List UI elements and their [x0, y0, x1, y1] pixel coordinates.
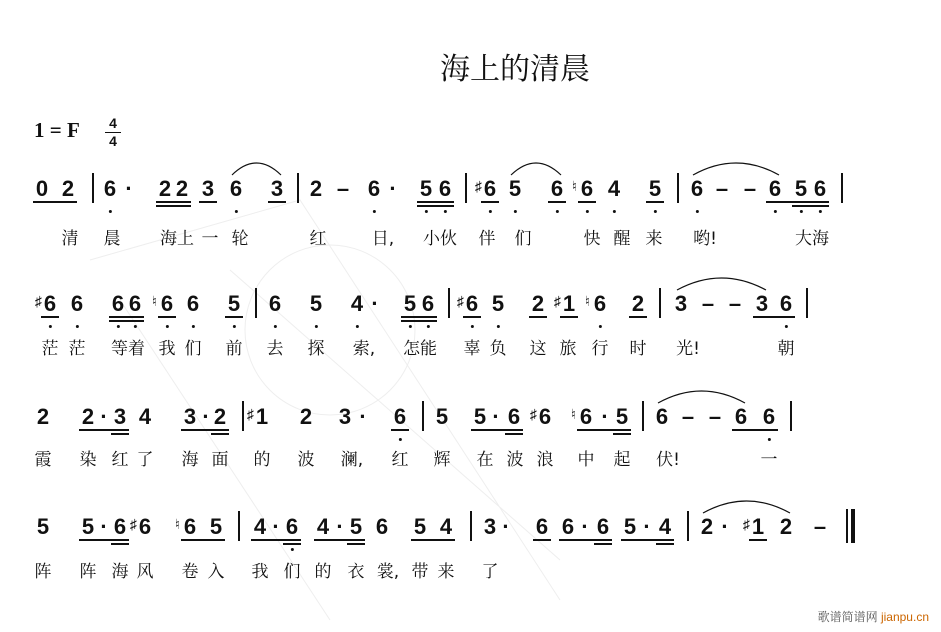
beam-underline [529, 316, 547, 318]
low-octave-dot [800, 210, 803, 213]
sharp-icon: ♯ [129, 516, 137, 532]
note-digit: 5 [413, 514, 427, 539]
lyric: 中 [577, 450, 595, 470]
beam-underline [560, 316, 578, 318]
note-digit: · [125, 176, 133, 201]
beam-underline [760, 429, 778, 431]
natural-icon: ♮ [584, 293, 590, 309]
low-octave-dot [489, 210, 492, 213]
lyric: 伴 [478, 229, 496, 249]
lyric: 醒 [613, 229, 631, 249]
note-digit: 6 [367, 176, 381, 201]
note-digit: · [371, 291, 379, 316]
low-octave-dot [291, 548, 294, 551]
lyric: 浪 [536, 450, 554, 470]
low-octave-dot [768, 438, 771, 441]
beam-underline [436, 201, 454, 203]
note-digit: 5 [508, 176, 522, 201]
beam-underline [463, 316, 481, 318]
note-digit: 5 [623, 514, 637, 539]
beam-underline [41, 316, 59, 318]
score-row [0, 292, 941, 332]
lyric: 日, [371, 229, 395, 249]
note-digit: 1 [255, 404, 269, 429]
beam-underline [111, 429, 129, 431]
beam-underline [391, 429, 409, 431]
sharp-icon: ♯ [34, 293, 42, 309]
score-row [0, 177, 941, 217]
note-digit: · [581, 514, 589, 539]
low-octave-dot [425, 210, 428, 213]
lyric: 茫 [41, 339, 59, 359]
lyric: 红 [111, 450, 129, 470]
note-digit: 4 [253, 514, 267, 539]
beam-underline [225, 316, 243, 318]
lyric: 晨 [103, 229, 121, 249]
lyric: 一 [201, 229, 219, 249]
sharp-icon: ♯ [246, 406, 254, 422]
lyric: 衣 [347, 562, 365, 582]
lyric: 索, [352, 339, 376, 359]
note-digit: 6 [375, 514, 389, 539]
note-digit: · [359, 404, 367, 429]
note-digit: 2 [631, 291, 645, 316]
low-octave-dot [785, 325, 788, 328]
note-digit: 6 [111, 291, 125, 316]
lyric: 前 [225, 339, 243, 359]
low-octave-dot [356, 325, 359, 328]
lyric: 红 [391, 450, 409, 470]
note-digit: 4 [316, 514, 330, 539]
note-digit: 5 [403, 291, 417, 316]
note-digit: 2 [175, 176, 189, 201]
beam-underline [656, 539, 674, 541]
beam-underline [749, 539, 767, 541]
low-octave-dot [774, 210, 777, 213]
lyric: 去 [266, 339, 284, 359]
natural-icon: ♮ [174, 516, 180, 532]
note-digit: 2 [61, 176, 75, 201]
note-digit: · [502, 514, 510, 539]
note-digit: 4 [607, 176, 621, 201]
key-signature: 1 = F [34, 118, 80, 142]
lyric: 行 [591, 339, 609, 359]
note-digit: 6 [535, 514, 549, 539]
watermark [818, 608, 929, 625]
lyric: 大海 [795, 229, 829, 249]
beam-underline [211, 433, 229, 435]
beam-underline [811, 205, 829, 207]
low-octave-dot [409, 325, 412, 328]
note-digit: 6 [579, 404, 593, 429]
beam-underline [111, 433, 129, 435]
lyric: 怎能 [403, 339, 437, 359]
note-digit: 4 [350, 291, 364, 316]
note-digit: · [336, 514, 344, 539]
lyric: 海上 [160, 229, 194, 249]
lyric: 面 [211, 450, 229, 470]
note-digit: 6 [507, 404, 521, 429]
note-digit: 1 [751, 514, 765, 539]
lyric: 清 [61, 229, 79, 249]
note-digit: 2 [36, 404, 50, 429]
note-digit: 5 [491, 291, 505, 316]
note-digit: 6 [690, 176, 704, 201]
note-digit: 5 [36, 514, 50, 539]
note-digit: – [715, 176, 729, 201]
note-digit: 6 [768, 176, 782, 201]
low-octave-dot [109, 210, 112, 213]
slur-tie [0, 153, 941, 193]
note-digit: 6 [538, 404, 552, 429]
time-signature-bottom: 4 [109, 133, 117, 149]
score-row [0, 515, 941, 555]
low-octave-dot [599, 325, 602, 328]
note-digit: 3 [338, 404, 352, 429]
lyric: 哟! [693, 229, 717, 249]
lyric: 来 [437, 562, 455, 582]
note-digit: 1 [562, 291, 576, 316]
note-digit: 3 [201, 176, 215, 201]
lyric: 朝 [777, 339, 795, 359]
lyric: 的 [314, 562, 332, 582]
lyric: 探 [307, 339, 325, 359]
beam-underline [594, 539, 612, 541]
lyric: 们 [283, 562, 301, 582]
low-octave-dot [315, 325, 318, 328]
low-octave-dot [134, 325, 137, 328]
beam-underline [548, 201, 566, 203]
low-octave-dot [192, 325, 195, 328]
beam-underline [283, 543, 301, 545]
lyric: 染 [79, 450, 97, 470]
beam-underline [126, 320, 144, 322]
beam-underline [268, 201, 286, 203]
note-digit: 2 [779, 514, 793, 539]
note-digit: 6 [580, 176, 594, 201]
beam-underline [505, 429, 523, 431]
lyric: 阵 [34, 562, 52, 582]
note-digit: · [643, 514, 651, 539]
beam-underline [646, 201, 664, 203]
note-digit: 6 [285, 514, 299, 539]
lyric: 我 [251, 562, 269, 582]
low-octave-dot [399, 438, 402, 441]
note-digit: 2 [700, 514, 714, 539]
note-digit: 6 [138, 514, 152, 539]
note-digit: · [721, 514, 729, 539]
note-digit: 6 [393, 404, 407, 429]
note-digit: 6 [813, 176, 827, 201]
watermark-domain: jianpu.cn [880, 610, 929, 624]
note-digit: 6 [465, 291, 479, 316]
beam-underline [111, 539, 129, 541]
note-digit: 6 [103, 176, 117, 201]
note-digit: 5 [473, 404, 487, 429]
low-octave-dot [235, 210, 238, 213]
sharp-icon: ♯ [553, 293, 561, 309]
watermark-site: 歌谱简谱网 [817, 610, 878, 624]
note-digit: 6 [438, 176, 452, 201]
beam-underline [777, 316, 795, 318]
lyric: 在 [476, 450, 494, 470]
lyric: 带 [411, 562, 429, 582]
low-octave-dot [613, 210, 616, 213]
lyric: 了 [136, 450, 154, 470]
beam-underline [59, 201, 77, 203]
note-digit: – [728, 291, 742, 316]
slur-tie [0, 381, 941, 421]
lyric: 阵 [79, 562, 97, 582]
low-octave-dot [373, 210, 376, 213]
lyric: 霞 [34, 450, 52, 470]
lyric: 这 [529, 339, 547, 359]
low-octave-dot [654, 210, 657, 213]
beam-underline [437, 539, 455, 541]
lyric: 快 [583, 229, 601, 249]
note-digit: 5 [349, 514, 363, 539]
low-octave-dot [556, 210, 559, 213]
note-digit: 5 [648, 176, 662, 201]
note-digit: · [272, 514, 280, 539]
lyric: 辜 [463, 339, 481, 359]
note-digit: 5 [615, 404, 629, 429]
beam-underline [126, 316, 144, 318]
note-digit: 5 [419, 176, 433, 201]
note-digit: · [100, 404, 108, 429]
beam-underline [419, 316, 437, 318]
note-digit: 6 [229, 176, 243, 201]
time-signature-top: 4 [109, 115, 117, 131]
low-octave-dot [49, 325, 52, 328]
natural-icon: ♮ [151, 293, 157, 309]
note-digit: 6 [268, 291, 282, 316]
lyric: 们 [514, 229, 532, 249]
note-digit: 3 [483, 514, 497, 539]
lyric: 伏! [656, 450, 680, 470]
low-octave-dot [76, 325, 79, 328]
low-octave-dot [427, 325, 430, 328]
low-octave-dot [696, 210, 699, 213]
note-digit: 5 [435, 404, 449, 429]
low-octave-dot [117, 325, 120, 328]
lyric: 入 [207, 562, 225, 582]
lyric: 一 [760, 450, 778, 470]
beam-underline [656, 543, 674, 545]
note-digit: 3 [674, 291, 688, 316]
note-digit: · [601, 404, 609, 429]
note-digit: 5 [794, 176, 808, 201]
lyric: 了 [481, 562, 499, 582]
beam-underline [283, 539, 301, 541]
beam-underline [211, 429, 229, 431]
lyric: 旅 [559, 339, 577, 359]
low-octave-dot [444, 210, 447, 213]
lyric: 澜, [340, 450, 364, 470]
lyric: 海 [111, 562, 129, 582]
lyric: 茫 [68, 339, 86, 359]
beam-underline [481, 201, 499, 203]
lyric: 辉 [433, 450, 451, 470]
note-digit: 6 [596, 514, 610, 539]
lyric: 的 [253, 450, 271, 470]
low-octave-dot [274, 325, 277, 328]
note-digit: 6 [113, 514, 127, 539]
note-digit: 6 [483, 176, 497, 201]
note-digit: 2 [213, 404, 227, 429]
low-octave-dot [497, 325, 500, 328]
note-digit: 6 [128, 291, 142, 316]
time-signature [105, 116, 121, 149]
note-digit: – [701, 291, 715, 316]
note-digit: · [100, 514, 108, 539]
beam-underline [158, 316, 176, 318]
lyric: 红 [309, 229, 327, 249]
note-digit: – [743, 176, 757, 201]
lyric: 风 [136, 562, 154, 582]
note-digit: 2 [309, 176, 323, 201]
note-digit: 3 [270, 176, 284, 201]
lyric: 等着 [111, 339, 145, 359]
low-octave-dot [586, 210, 589, 213]
low-octave-dot [514, 210, 517, 213]
sharp-icon: ♯ [474, 178, 482, 194]
lyric: 来 [645, 229, 663, 249]
note-digit: 6 [186, 291, 200, 316]
lyric: 负 [489, 339, 507, 359]
slur-tie [0, 491, 941, 531]
low-octave-dot [233, 325, 236, 328]
sharp-icon: ♯ [529, 406, 537, 422]
note-digit: 6 [655, 404, 669, 429]
note-digit: 6 [561, 514, 575, 539]
beam-underline [613, 433, 631, 435]
low-octave-dot [471, 325, 474, 328]
low-octave-dot [166, 325, 169, 328]
sharp-icon: ♯ [456, 293, 464, 309]
note-digit: 6 [183, 514, 197, 539]
beam-underline [533, 539, 551, 541]
note-digit: 5 [81, 514, 95, 539]
note-digit: 6 [779, 291, 793, 316]
natural-icon: ♮ [571, 178, 577, 194]
note-digit: 2 [158, 176, 172, 201]
note-digit: 6 [734, 404, 748, 429]
note-digit: 6 [70, 291, 84, 316]
note-digit: 6 [43, 291, 57, 316]
note-digit: · [492, 404, 500, 429]
sharp-icon: ♯ [742, 516, 750, 532]
beam-underline [199, 201, 217, 203]
lyric: 我 [158, 339, 176, 359]
beam-underline [629, 316, 647, 318]
beam-underline [578, 201, 596, 203]
lyric: 裳, [376, 562, 400, 582]
lyric: 们 [184, 339, 202, 359]
score-row [0, 405, 941, 445]
beam-underline [613, 429, 631, 431]
note-digit: – [813, 514, 827, 539]
note-digit: 6 [160, 291, 174, 316]
note-digit: 2 [81, 404, 95, 429]
beam-underline [173, 201, 191, 203]
note-digit: 3 [755, 291, 769, 316]
lyric: 小伙 [423, 229, 457, 249]
lyric: 卷 [181, 562, 199, 582]
low-octave-dot [819, 210, 822, 213]
beam-underline [594, 543, 612, 545]
note-digit: 6 [593, 291, 607, 316]
slur-tie [0, 268, 941, 308]
note-digit: – [336, 176, 350, 201]
note-digit: 6 [762, 404, 776, 429]
lyric: 时 [629, 339, 647, 359]
note-digit: 5 [209, 514, 223, 539]
beam-underline [811, 201, 829, 203]
note-digit: 6 [421, 291, 435, 316]
note-digit: 2 [299, 404, 313, 429]
note-digit: 3 [113, 404, 127, 429]
note-digit: 2 [531, 291, 545, 316]
natural-icon: ♮ [570, 406, 576, 422]
beam-underline [347, 539, 365, 541]
note-digit: – [708, 404, 722, 429]
note-digit: 5 [227, 291, 241, 316]
note-digit: 4 [138, 404, 152, 429]
note-digit: – [681, 404, 695, 429]
note-digit: · [389, 176, 397, 201]
lyric: 波 [297, 450, 315, 470]
note-digit: 4 [658, 514, 672, 539]
lyric: 波 [506, 450, 524, 470]
song-title: 海上的清晨 [440, 52, 590, 87]
note-digit: 4 [439, 514, 453, 539]
beam-underline [207, 539, 225, 541]
beam-underline [436, 205, 454, 207]
lyric: 海 [181, 450, 199, 470]
beam-underline [505, 433, 523, 435]
note-digit: 6 [550, 176, 564, 201]
lyric: 光! [676, 339, 700, 359]
note-digit: 0 [35, 176, 49, 201]
lyric: 起 [613, 450, 631, 470]
lyric: 轮 [231, 229, 249, 249]
beam-underline [347, 543, 365, 545]
note-digit: · [202, 404, 210, 429]
note-digit: 5 [309, 291, 323, 316]
beam-underline [111, 543, 129, 545]
beam-underline [419, 320, 437, 322]
beam-underline [173, 205, 191, 207]
note-digit: 3 [183, 404, 197, 429]
